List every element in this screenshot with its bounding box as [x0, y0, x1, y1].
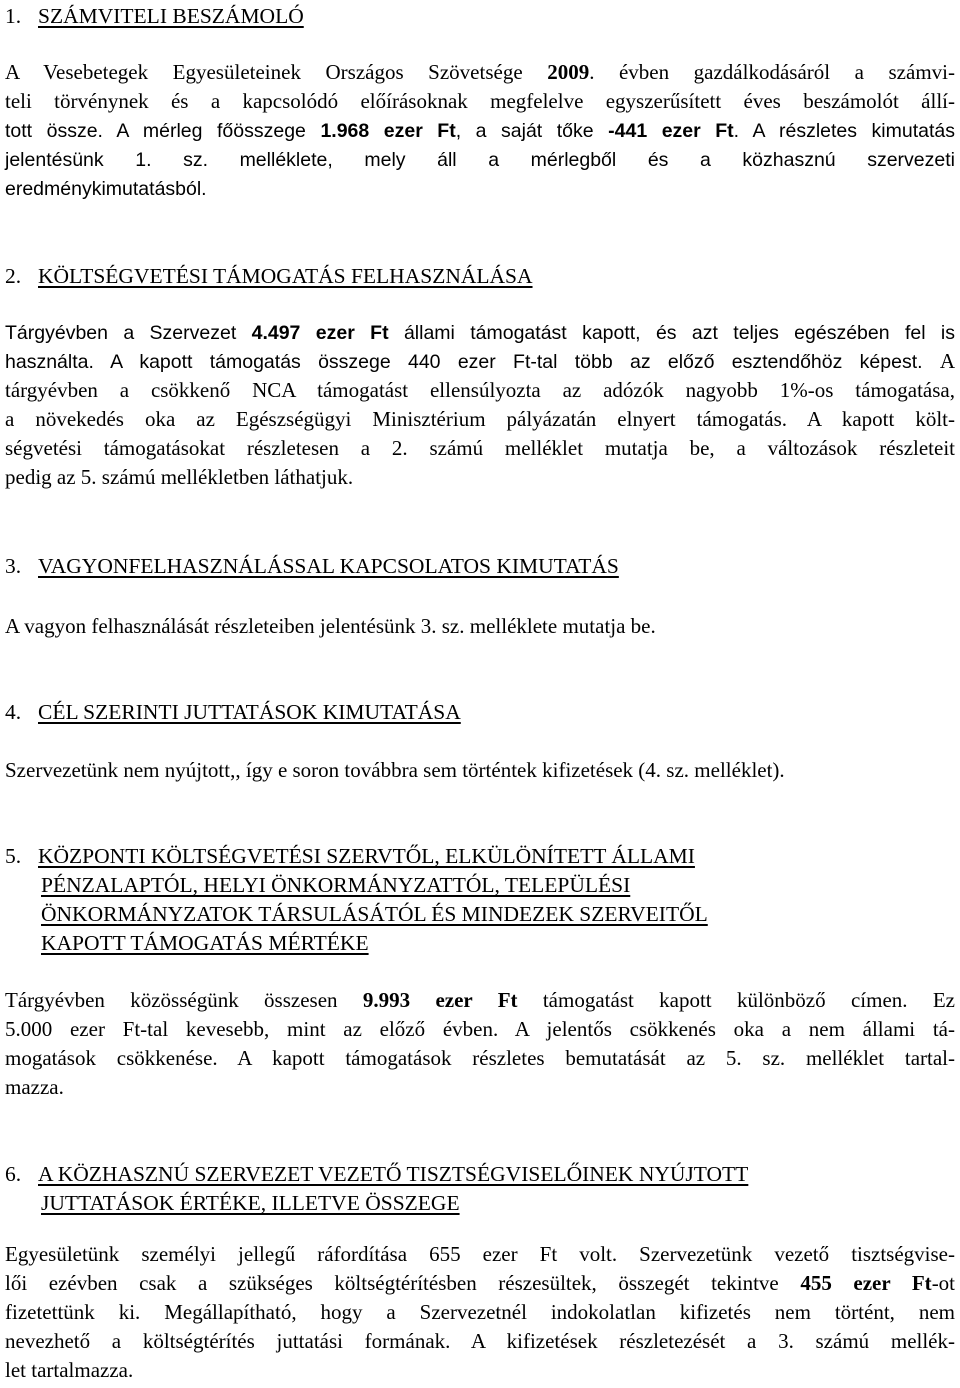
text-run: 5.000 ezer Ft-tal kevesebb, mint az előző évben. A jelentős csökkenés oka a nem állami tá-: [5, 1017, 955, 1041]
section-title: VAGYONFELHASZNÁLÁSSAL KAPCSOLATOS KIMUTATÁS: [38, 554, 619, 578]
paragraph-line: [5, 145, 955, 174]
text-run: eredménykimutatásból.: [5, 178, 207, 200]
paragraph-line: [5, 756, 955, 785]
paragraph-line: [5, 116, 955, 145]
paragraph-line: [5, 1269, 955, 1298]
section-number: 4.: [5, 700, 22, 724]
paragraph-line: [5, 986, 955, 1015]
text-run: -441 ezer Ft: [608, 120, 734, 142]
section-5-body: [5, 986, 955, 1102]
paragraph-line: [5, 376, 955, 405]
text-run: jelentésünk 1. sz. melléklete, mely áll a mérlegből és a közhasznú szervezeti: [5, 149, 955, 171]
section-title-line-2: PÉNZALAPTÓL, HELYI ÖNKORMÁNYZATTÓL, TELEPÜLÉSI: [41, 873, 631, 897]
section-2-heading: [5, 262, 955, 291]
text-run: teli törvénynek és a kapcsolódó előírásoknak megfelelve egyszerűsített éves beszámolót állí-: [5, 89, 955, 113]
section-title-line-4: KAPOTT TÁMOGATÁS MÉRTÉKE: [41, 931, 369, 955]
text-run: 4.497 ezer Ft: [251, 322, 389, 344]
section-3-heading: [5, 552, 955, 581]
paragraph-line: [5, 58, 955, 87]
paragraph-line: [5, 1298, 955, 1327]
text-run: 455 ezer Ft: [800, 1271, 932, 1295]
section-number: 3.: [5, 554, 22, 578]
paragraph-line: [5, 87, 955, 116]
section-title: SZÁMVITELI BESZÁMOLÓ: [38, 4, 304, 28]
text-run: Tárgyévben a Szervezet: [5, 322, 252, 344]
text-run: Szervezetünk nem nyújtott,, így e soron továbbra sem történtek kifizetések (4. sz. melléklet).: [5, 758, 785, 782]
text-run: támogatást kapott különböző címen. Ez: [517, 988, 955, 1012]
text-run: 9.993 ezer Ft: [362, 988, 518, 1012]
text-run: . A részletes kimutatás: [733, 120, 955, 142]
text-run: pedig az 5. számú mellékletben láthatjuk.: [5, 465, 354, 489]
text-run: állami támogatást kapott, és azt teljes egészében fel is: [388, 322, 955, 344]
text-run: 1.968 ezer Ft: [320, 120, 456, 142]
paragraph-line: [5, 1240, 955, 1269]
section-1-body: [5, 58, 955, 203]
section-title: KÖLTSÉGVETÉSI TÁMOGATÁS FELHASZNÁLÁSA: [38, 264, 533, 288]
section-title: CÉL SZERINTI JUTTATÁSOK KIMUTATÁSA: [38, 700, 461, 724]
section-3-body: [5, 612, 955, 641]
paragraph-line: [5, 434, 955, 463]
section-2-body: [5, 318, 955, 492]
text-run: tott össze. A mérleg főösszege: [5, 120, 321, 142]
text-run: Tárgyévben közösségünk összesen: [5, 988, 363, 1012]
section-6-body: [5, 1240, 955, 1385]
paragraph-line: [5, 318, 955, 347]
paragraph-line: [5, 463, 955, 492]
section-title-line-2: JUTTATÁSOK ÉRTÉKE, ILLETVE ÖSSZEGE: [41, 1191, 460, 1215]
section-1-heading: [5, 2, 955, 31]
text-run: 2009: [547, 60, 590, 84]
paragraph-line: [5, 405, 955, 434]
text-run: A Vesebetegek Egyesületeinek Országos Szövetsége: [5, 60, 548, 84]
paragraph-line: [5, 1073, 955, 1102]
section-5-heading: [5, 842, 955, 958]
paragraph-line: [5, 612, 955, 641]
section-4-heading: [5, 698, 955, 727]
text-run: tárgyévben a csökkenő NCA támogatást ellensúlyozta az adózók nagyobb 1%-os támogatása,: [5, 378, 955, 402]
text-run: a növekedés oka az Egészségügyi Minisztérium pályázatán elnyert támogatás. A kapott költ-: [5, 407, 955, 431]
text-run: ségvetési támogatásokat részletesen a 2. számú melléklet mutatja be, a változások részleteit: [5, 436, 955, 460]
paragraph-line: [5, 1356, 955, 1385]
text-run: lői ezévben csak a szükséges költségtérítésben részesültek, összegét tekintve: [5, 1271, 801, 1295]
text-run: Egyesületünk személyi jellegű ráfordítása 655 ezer Ft volt. Szervezetünk vezető tisztségvise-: [5, 1242, 955, 1266]
text-run: let tartalmazza.: [5, 1358, 134, 1382]
paragraph-line: [5, 174, 955, 203]
text-run: -ot: [931, 1271, 956, 1295]
section-number: 6.: [5, 1162, 22, 1186]
section-number: 2.: [5, 264, 22, 288]
section-title-line-1: KÖZPONTI KÖLTSÉGVETÉSI SZERVTŐL, ELKÜLÖNÍTETT ÁLLAMI: [38, 844, 695, 868]
paragraph-line: [5, 1327, 955, 1356]
text-run: használta. A kapott támogatás összege 440 ezer Ft-tal több az előző esztendőhöz képest.: [5, 351, 940, 373]
text-run: mazza.: [5, 1075, 64, 1099]
text-run: mogatások csökkenése. A kapott támogatások részletes bemutatását az 5. sz. melléklet tartal-: [5, 1046, 955, 1070]
section-number: 1.: [5, 4, 22, 28]
text-run: A: [939, 349, 955, 373]
section-number: 5.: [5, 844, 22, 868]
text-run: . évben gazdálkodásáról a számvi-: [589, 60, 955, 84]
section-4-body: [5, 756, 955, 785]
section-title-line-1: A KÖZHASZNÚ SZERVEZET VEZETŐ TISZTSÉGVISELŐINEK NYÚJTOTT: [38, 1162, 749, 1186]
text-run: A vagyon felhasználását részleteiben jelentésünk 3. sz. melléklete mutatja be.: [5, 614, 656, 638]
paragraph-line: [5, 1015, 955, 1044]
section-title-line-3: ÖNKORMÁNYZATOK TÁRSULÁSÁTÓL ÉS MINDEZEK SZERVEITŐL: [41, 902, 708, 926]
text-run: fizetettünk ki. Megállapítható, hogy a Szervezetnél indokolatlan kifizetés nem történt, nem: [5, 1300, 955, 1324]
text-run: , a saját tőke: [455, 120, 609, 142]
paragraph-line: [5, 347, 955, 376]
text-run: nevezhető a költségtérítés juttatási formának. A kifizetések részletezését a 3. számú mellék-: [5, 1329, 955, 1353]
section-6-heading: [5, 1160, 955, 1218]
paragraph-line: [5, 1044, 955, 1073]
